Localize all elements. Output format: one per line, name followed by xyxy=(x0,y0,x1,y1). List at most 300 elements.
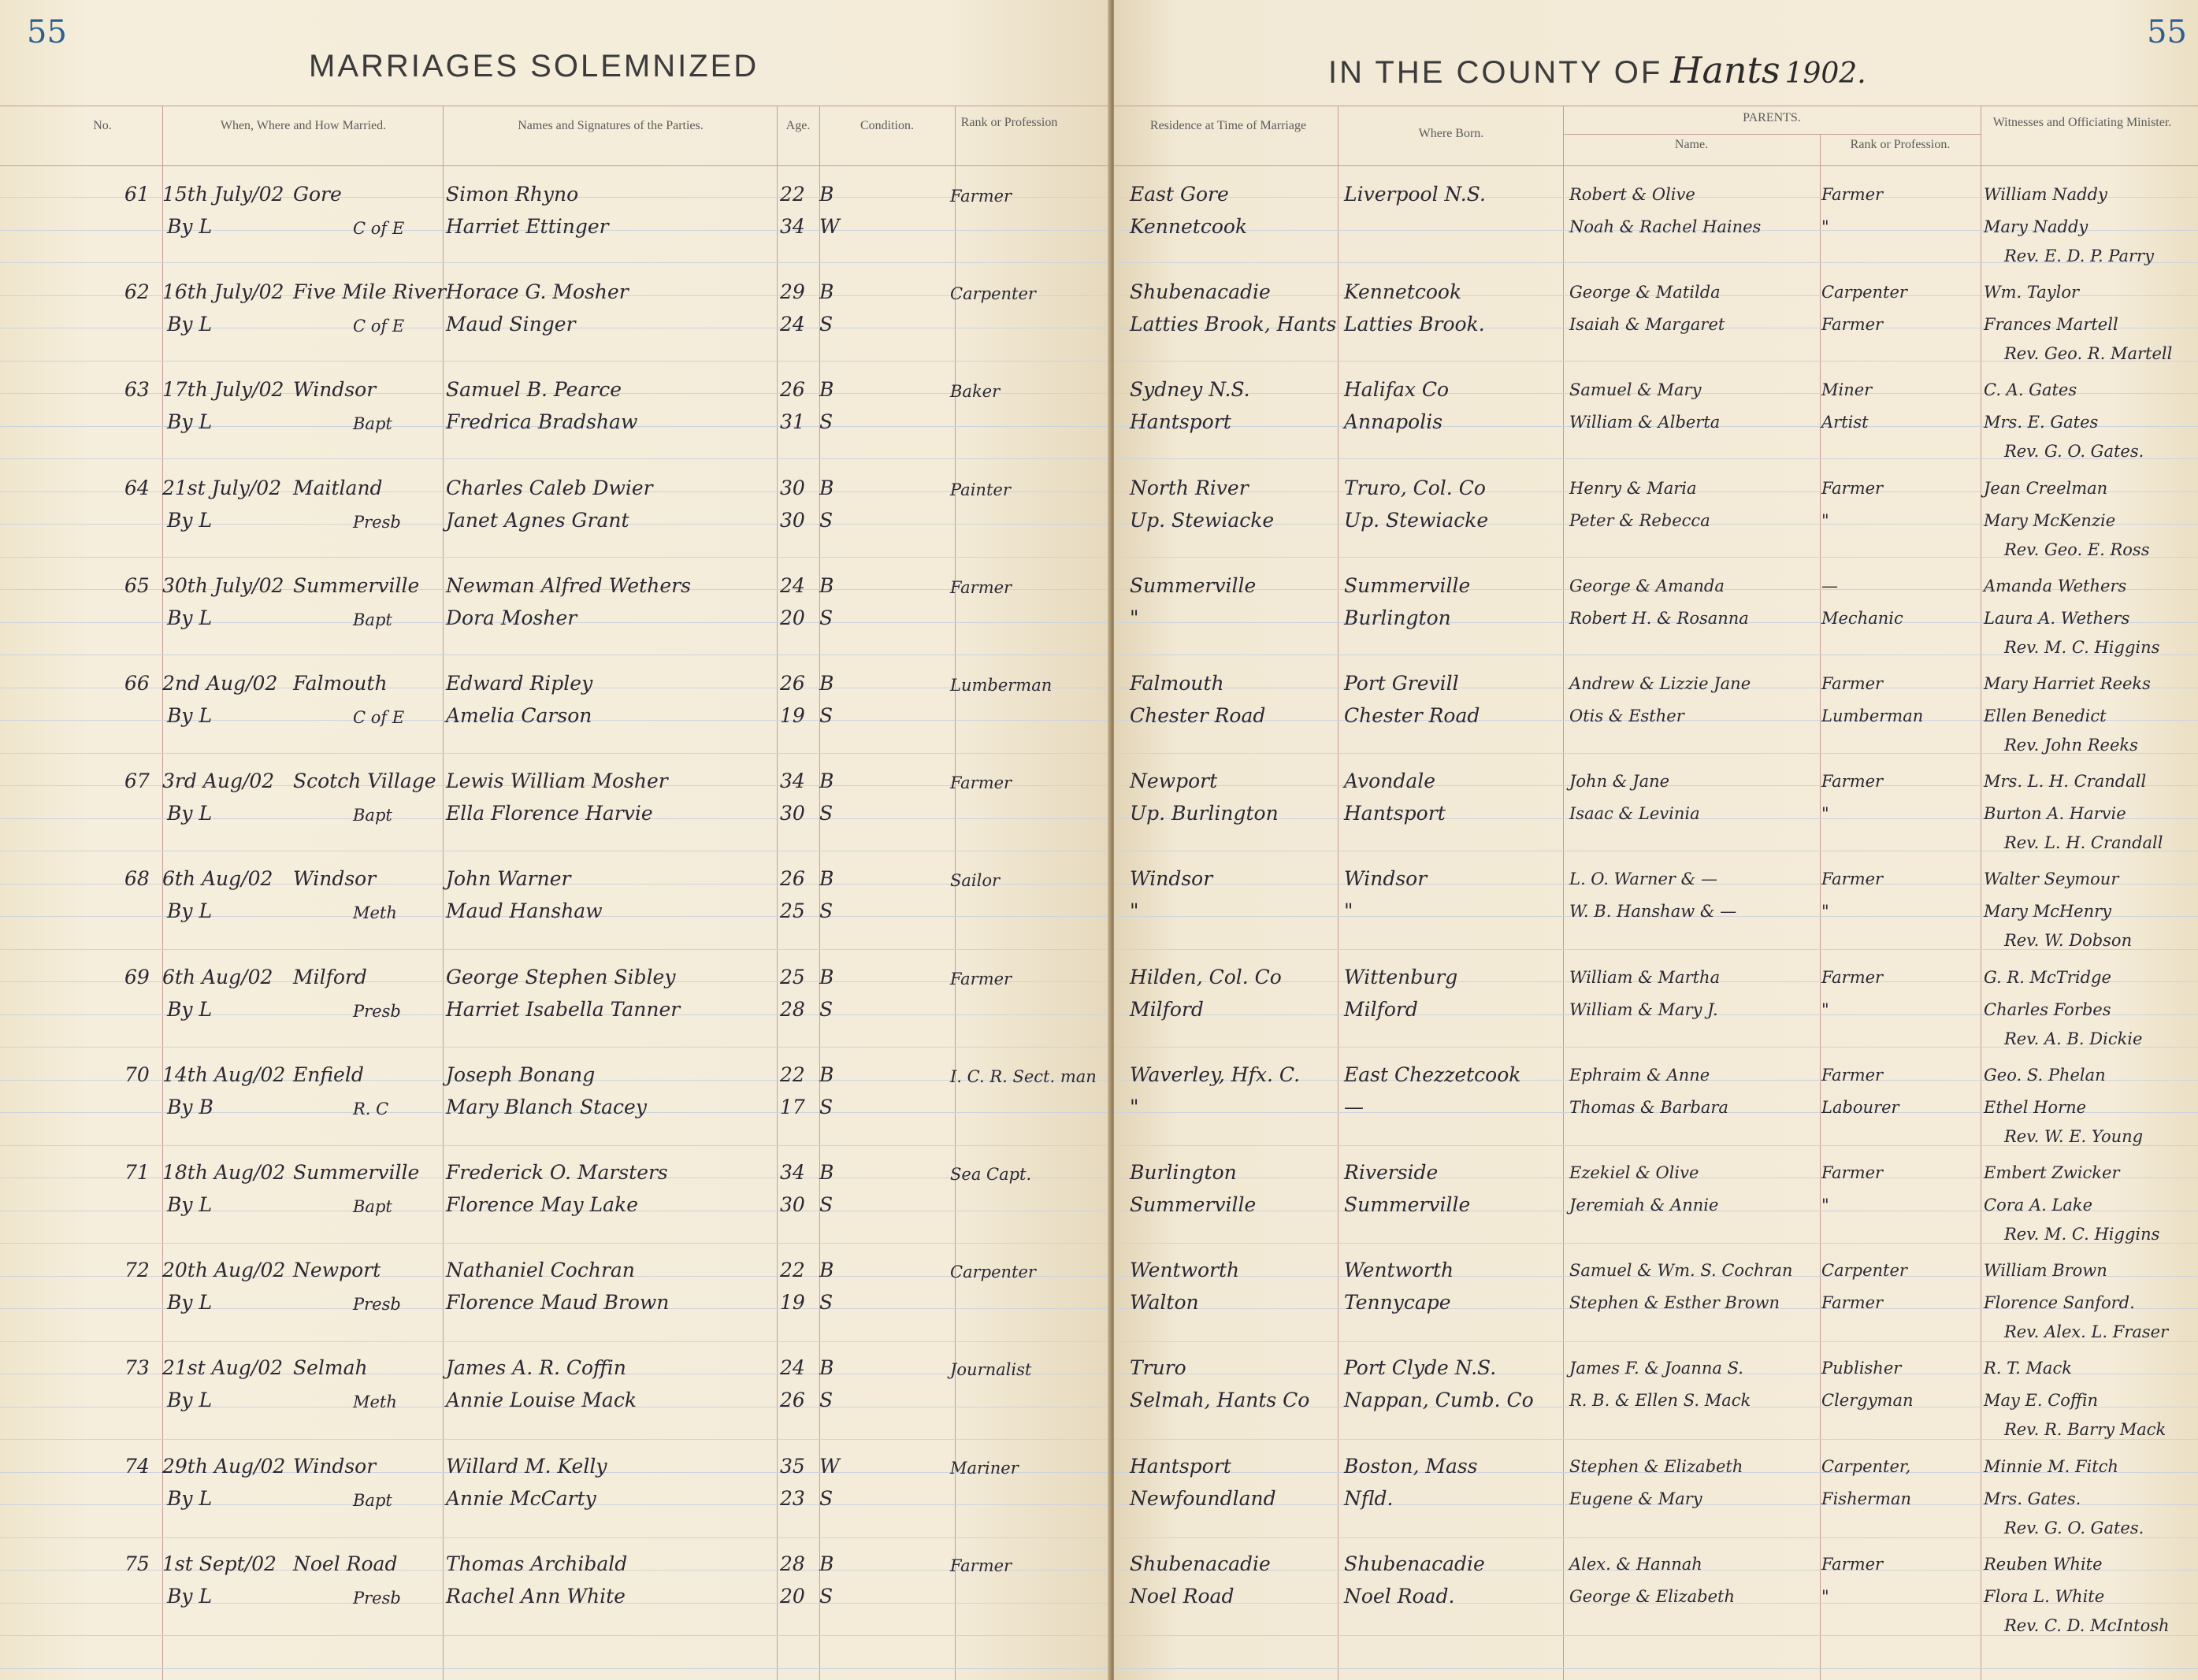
right-page xyxy=(1114,0,2198,1680)
bride-age: 30 xyxy=(780,1193,805,1216)
witness-one: R. T. Mack xyxy=(1984,1359,2072,1378)
officiating-minister: Rev. M. C. Higgins xyxy=(2004,637,2160,657)
bride-parents: William & Alberta xyxy=(1569,413,1721,432)
bride-parents: Peter & Rebecca xyxy=(1569,510,1710,530)
witness-one: G. R. McTridge xyxy=(1984,967,2111,987)
bride-name: Rachel Ann White xyxy=(446,1584,626,1608)
marriage-date: 2nd Aug/02 xyxy=(162,672,278,695)
witness-two: Frances Martell xyxy=(1984,315,2118,335)
ruled-line xyxy=(0,753,1111,754)
officiating-minister: Rev. John Reeks xyxy=(2004,736,2138,755)
bride-birthplace: Noel Road. xyxy=(1344,1584,1455,1608)
groom-parents-rank: Farmer xyxy=(1821,772,1884,792)
denomination: Presb xyxy=(353,1295,401,1315)
marriage-method: By L xyxy=(167,1193,213,1216)
groom-name: Samuel B. Pearce xyxy=(446,378,622,402)
officiating-minister: Rev. L. H. Crandall xyxy=(2004,833,2163,853)
marriage-method: By L xyxy=(167,606,213,629)
groom-birthplace: Shubenacadie xyxy=(1344,1552,1485,1575)
record-number: 75 xyxy=(124,1552,150,1575)
marriage-date: 15th July/02 xyxy=(162,183,284,206)
groom-birthplace: Liverpool N.S. xyxy=(1344,183,1486,206)
bride-parents-rank: " xyxy=(1821,217,1829,236)
groom-condition: B xyxy=(819,1356,834,1380)
witness-two: Mary McHenry xyxy=(1984,902,2112,922)
groom-rank: Sailor xyxy=(950,871,1001,891)
denomination: Bapt xyxy=(353,806,392,825)
groom-birthplace: Riverside xyxy=(1344,1161,1439,1184)
col-parents-name: Name. xyxy=(1674,138,1709,151)
groom-age: 34 xyxy=(780,770,805,793)
col-rank: Rank or Profession xyxy=(960,116,1058,129)
officiating-minister: Rev. A. B. Dickie xyxy=(2004,1029,2143,1048)
bride-parents-rank: " xyxy=(1821,1196,1829,1215)
groom-name: James A. R. Coffin xyxy=(446,1356,626,1380)
groom-residence: Wentworth xyxy=(1130,1259,1240,1282)
witness-two: Charles Forbes xyxy=(1984,999,2111,1019)
bride-parents-rank: Clergyman xyxy=(1821,1391,1914,1411)
groom-parents: Henry & Maria xyxy=(1569,478,1697,498)
witness-one: Amanda Wethers xyxy=(1984,576,2127,595)
groom-name: Thomas Archibald xyxy=(446,1552,628,1575)
witness-two: Mrs. Gates. xyxy=(1984,1489,2081,1508)
groom-birthplace: East Chezzetcook xyxy=(1344,1063,1521,1086)
bride-residence: Selmah, Hants Co xyxy=(1130,1389,1310,1412)
witness-one: Mrs. L. H. Crandall xyxy=(1984,772,2147,792)
col-parents-rank: Rank or Profession. xyxy=(1850,138,1951,151)
groom-condition: B xyxy=(819,573,834,597)
groom-age: 26 xyxy=(780,867,805,891)
denomination: Meth xyxy=(353,903,397,923)
witness-two: Florence Sanford. xyxy=(1984,1293,2135,1313)
witness-two: Mary Naddy xyxy=(1984,217,2088,236)
denomination: Bapt xyxy=(353,1197,392,1216)
groom-rank: Farmer xyxy=(950,773,1012,793)
witness-two: Flora L. White xyxy=(1984,1586,2105,1606)
groom-name: John Warner xyxy=(446,867,571,891)
officiating-minister: Rev. Alex. L. Fraser xyxy=(2004,1322,2169,1342)
groom-birthplace: Windsor xyxy=(1344,867,1428,891)
witness-two: Ellen Benedict xyxy=(1984,706,2107,725)
groom-rank: Baker xyxy=(950,382,1001,402)
witness-one: Walter Seymour xyxy=(1984,870,2119,889)
record-number: 73 xyxy=(124,1356,150,1380)
ruled-line xyxy=(0,1668,1111,1669)
county-name: Hants xyxy=(1670,49,1780,91)
bride-residence: Milford xyxy=(1130,997,1204,1021)
bride-age: 26 xyxy=(780,1389,805,1412)
officiating-minister: Rev. Geo. E. Ross xyxy=(2004,540,2150,559)
bride-parents: Noah & Rachel Haines xyxy=(1569,217,1762,236)
witness-two: Cora A. Lake xyxy=(1984,1196,2093,1215)
groom-condition: B xyxy=(819,183,834,206)
marriage-method: By L xyxy=(167,1389,213,1412)
denomination: Meth xyxy=(353,1393,397,1412)
groom-birthplace: Truro, Col. Co xyxy=(1344,476,1486,499)
marriage-date: 20th Aug/02 xyxy=(162,1259,286,1282)
bride-parents-rank: " xyxy=(1821,999,1829,1019)
marriage-method: By L xyxy=(167,215,213,238)
marriage-place: Scotch Village xyxy=(293,770,436,793)
groom-birthplace: Wentworth xyxy=(1344,1259,1454,1282)
groom-parents-rank: Carpenter xyxy=(1821,1261,1907,1281)
groom-parents-rank: Carpenter xyxy=(1821,283,1907,302)
bride-name: Mary Blanch Stacey xyxy=(446,1095,647,1118)
bride-parents: Jeremiah & Annie xyxy=(1569,1196,1719,1215)
marriage-place: Milford xyxy=(293,965,367,988)
bride-age: 19 xyxy=(780,1291,805,1315)
marriage-method: By L xyxy=(167,313,213,336)
bride-age: 20 xyxy=(780,606,805,629)
bride-age: 34 xyxy=(780,215,805,238)
col-residence: Residence at Time of Marriage xyxy=(1149,119,1307,132)
marriage-place: Five Mile River xyxy=(293,280,447,304)
marriage-date: 21st July/02 xyxy=(162,476,282,499)
groom-birthplace: Summerville xyxy=(1344,573,1471,597)
bride-condition: W xyxy=(819,215,840,238)
groom-rank: Lumberman xyxy=(950,676,1053,695)
witness-one: Embert Zwicker xyxy=(1984,1163,2120,1182)
bride-birthplace: Nfld. xyxy=(1344,1486,1394,1510)
bride-condition: S xyxy=(819,704,834,727)
ruled-line xyxy=(0,1635,1111,1636)
marriage-date: 21st Aug/02 xyxy=(162,1356,284,1380)
marriage-place: Newport xyxy=(293,1259,381,1282)
marriage-date: 18th Aug/02 xyxy=(162,1161,286,1184)
groom-birthplace: Wittenburg xyxy=(1344,965,1458,988)
ruled-line xyxy=(0,361,1111,362)
bride-parents-rank: " xyxy=(1821,1586,1829,1606)
bride-condition: S xyxy=(819,1193,834,1216)
officiating-minister: Rev. E. D. P. Parry xyxy=(2004,247,2154,265)
year: 1902. xyxy=(1784,57,1866,90)
bride-parents: W. B. Hanshaw & — xyxy=(1569,902,1737,922)
marriage-date: 14th Aug/02 xyxy=(162,1063,286,1086)
bride-parents-rank: Mechanic xyxy=(1821,608,1903,628)
groom-rank: Sea Capt. xyxy=(950,1165,1032,1184)
groom-condition: B xyxy=(819,378,834,402)
marriage-date: 30th July/02 xyxy=(162,573,284,597)
record-number: 62 xyxy=(124,280,150,304)
marriage-place: Enfield xyxy=(293,1063,364,1086)
bride-birthplace: " xyxy=(1344,899,1353,923)
record-number: 68 xyxy=(124,867,150,891)
record-number: 71 xyxy=(124,1161,150,1184)
witness-one: William Brown xyxy=(1984,1261,2107,1281)
officiating-minister: Rev. R. Barry Mack xyxy=(2004,1420,2166,1440)
bride-age: 25 xyxy=(780,899,805,923)
marriage-place: Selmah xyxy=(293,1356,368,1380)
bride-condition: S xyxy=(819,1095,834,1118)
officiating-minister: Rev. G. O. Gates. xyxy=(2004,1518,2144,1537)
witness-two: Mary McKenzie xyxy=(1984,510,2116,530)
bride-condition: S xyxy=(819,899,834,923)
bride-condition: S xyxy=(819,1584,834,1608)
bride-age: 23 xyxy=(780,1486,805,1510)
groom-rank: Farmer xyxy=(950,969,1012,988)
groom-age: 25 xyxy=(780,965,805,988)
bride-parents-rank: Farmer xyxy=(1821,315,1884,335)
groom-age: 34 xyxy=(780,1161,805,1184)
record-number: 70 xyxy=(124,1063,150,1086)
bride-birthplace: Summerville xyxy=(1344,1193,1471,1216)
marriage-date: 1st Sept/02 xyxy=(162,1552,277,1575)
groom-parents: L. O. Warner & — xyxy=(1569,870,1717,889)
bride-condition: S xyxy=(819,997,834,1021)
bride-name: Janet Agnes Grant xyxy=(446,508,629,532)
groom-parents: Robert & Olive xyxy=(1569,185,1695,204)
groom-residence: East Gore xyxy=(1130,183,1229,206)
witness-one: Minnie M. Fitch xyxy=(1984,1456,2118,1476)
groom-birthplace: Avondale xyxy=(1344,770,1436,793)
bride-age: 28 xyxy=(780,997,805,1021)
groom-parents-rank: Farmer xyxy=(1821,1554,1884,1574)
witness-two: Burton A. Harvie xyxy=(1984,804,2126,824)
record-number: 72 xyxy=(124,1259,150,1282)
record-number: 61 xyxy=(124,183,150,206)
bride-residence: Hantsport xyxy=(1130,410,1231,434)
marriage-method: By L xyxy=(167,997,213,1021)
record-number: 67 xyxy=(124,770,150,793)
groom-residence: Hilden, Col. Co xyxy=(1130,965,1282,988)
marriage-place: Windsor xyxy=(293,1454,377,1478)
denomination: Bapt xyxy=(353,414,392,434)
record-number: 74 xyxy=(124,1454,150,1478)
groom-age: 35 xyxy=(780,1454,805,1478)
marriage-date: 16th July/02 xyxy=(162,280,284,304)
bride-birthplace: — xyxy=(1344,1095,1364,1118)
col-condition: Condition. xyxy=(860,119,914,132)
bride-name: Maud Singer xyxy=(446,313,576,336)
officiating-minister: Rev. G. O. Gates. xyxy=(2004,442,2144,462)
groom-name: Nathaniel Cochran xyxy=(446,1259,635,1282)
groom-birthplace: Port Clyde N.S. xyxy=(1344,1356,1497,1380)
marriage-place: Summerville xyxy=(293,1161,420,1184)
groom-parents-rank: Farmer xyxy=(1821,674,1884,693)
bride-parents-rank: Artist xyxy=(1821,413,1869,432)
title-right: IN THE COUNTY OF Hants 1902. xyxy=(1328,49,1866,91)
witness-one: William Naddy xyxy=(1984,185,2107,204)
col-born: Where Born. xyxy=(1418,127,1484,140)
bride-birthplace: Chester Road xyxy=(1344,704,1480,727)
bride-residence: Up. Burlington xyxy=(1130,802,1279,825)
bride-birthplace: Annapolis xyxy=(1344,410,1443,434)
marriage-method: By L xyxy=(167,410,213,434)
bride-residence: Noel Road xyxy=(1130,1584,1235,1608)
officiating-minister: Rev. M. C. Higgins xyxy=(2004,1225,2160,1244)
groom-name: Simon Rhyno xyxy=(446,183,579,206)
bride-parents: Otis & Esther xyxy=(1569,706,1684,725)
marriage-method: By B xyxy=(167,1095,213,1118)
ruled-line xyxy=(0,1439,1111,1440)
groom-age: 29 xyxy=(780,280,805,304)
groom-residence: Summerville xyxy=(1130,573,1257,597)
bride-name: Fredrica Bradshaw xyxy=(446,410,638,434)
groom-parents: Ezekiel & Olive xyxy=(1569,1163,1699,1182)
bride-residence: Kennetcook xyxy=(1130,215,1248,238)
bride-age: 30 xyxy=(780,802,805,825)
ruled-line xyxy=(0,458,1111,459)
bride-name: Ella Florence Harvie xyxy=(446,802,653,825)
bride-name: Amelia Carson xyxy=(446,704,592,727)
bride-parents-rank: Fisherman xyxy=(1821,1489,1912,1508)
ruled-line xyxy=(1114,1668,2198,1669)
witness-two: Mrs. E. Gates xyxy=(1984,413,2099,432)
bride-residence: " xyxy=(1130,606,1139,629)
groom-residence: Sydney N.S. xyxy=(1130,378,1250,402)
marriage-method: By L xyxy=(167,508,213,532)
bride-parents-rank: " xyxy=(1821,510,1829,530)
bride-name: Harriet Isabella Tanner xyxy=(446,997,681,1021)
groom-age: 26 xyxy=(780,672,805,695)
groom-parents-rank: Farmer xyxy=(1821,1163,1884,1182)
marriage-place: Windsor xyxy=(293,867,377,891)
bride-parents-rank: " xyxy=(1821,804,1829,824)
groom-parents: Alex. & Hannah xyxy=(1569,1554,1702,1574)
groom-condition: B xyxy=(819,672,834,695)
ruled-line xyxy=(0,557,1111,558)
marriage-place: Maitland xyxy=(293,476,383,499)
groom-condition: B xyxy=(819,1552,834,1575)
ruled-line xyxy=(0,1341,1111,1342)
groom-condition: B xyxy=(819,1259,834,1282)
bride-condition: S xyxy=(819,802,834,825)
bride-parents-rank: Farmer xyxy=(1821,1293,1884,1313)
marriage-place: Falmouth xyxy=(293,672,388,695)
bride-birthplace: Milford xyxy=(1344,997,1418,1021)
ruled-line xyxy=(0,1243,1111,1244)
bride-condition: S xyxy=(819,508,834,532)
ruled-line xyxy=(0,1047,1111,1048)
groom-age: 22 xyxy=(780,1259,805,1282)
groom-parents: George & Amanda xyxy=(1569,576,1725,595)
groom-rank: Journalist xyxy=(950,1360,1032,1380)
denomination: R. C xyxy=(353,1099,389,1118)
groom-name: Willard M. Kelly xyxy=(446,1454,607,1478)
bride-age: 19 xyxy=(780,704,805,727)
bride-parents: R. B. & Ellen S. Mack xyxy=(1569,1391,1751,1411)
marriage-date: 3rd Aug/02 xyxy=(162,770,275,793)
bride-name: Harriet Ettinger xyxy=(446,215,609,238)
witness-one: Mary Harriet Reeks xyxy=(1984,674,2151,693)
witness-two: Laura A. Wethers xyxy=(1984,608,2130,628)
groom-rank: Farmer xyxy=(950,577,1012,597)
groom-parents-rank: Carpenter, xyxy=(1821,1456,1911,1476)
marriage-method: By L xyxy=(167,1291,213,1315)
bride-age: 17 xyxy=(780,1095,805,1118)
bride-residence: Walton xyxy=(1130,1291,1199,1315)
groom-birthplace: Kennetcook xyxy=(1344,280,1462,304)
bride-age: 30 xyxy=(780,508,805,532)
marriage-place: Summerville xyxy=(293,573,420,597)
bride-condition: S xyxy=(819,410,834,434)
groom-residence: Shubenacadie xyxy=(1130,280,1271,304)
groom-rank: Carpenter xyxy=(950,1263,1036,1282)
bride-condition: S xyxy=(819,1291,834,1315)
ruled-line xyxy=(0,1145,1111,1146)
groom-residence: Falmouth xyxy=(1130,672,1224,695)
witness-two: Ethel Horne xyxy=(1984,1097,2087,1117)
marriage-place: Noel Road xyxy=(293,1552,398,1575)
groom-parents: William & Martha xyxy=(1569,967,1721,987)
record-number: 64 xyxy=(124,476,150,499)
groom-age: 22 xyxy=(780,1063,805,1086)
witness-one: C. A. Gates xyxy=(1984,380,2077,400)
ruled-line xyxy=(0,1537,1111,1538)
groom-birthplace: Port Grevill xyxy=(1344,672,1459,695)
bride-parents: Isaac & Levinia xyxy=(1569,804,1700,824)
bride-residence: " xyxy=(1130,1095,1139,1118)
groom-residence: Newport xyxy=(1130,770,1218,793)
col-parents: PARENTS. xyxy=(1743,111,1801,124)
groom-name: Joseph Bonang xyxy=(446,1063,596,1086)
marriage-method: By L xyxy=(167,1486,213,1510)
marriage-date: 17th July/02 xyxy=(162,378,284,402)
groom-parents-rank: Farmer xyxy=(1821,185,1884,204)
bride-birthplace: Up. Stewiacke xyxy=(1344,508,1489,532)
officiating-minister: Rev. W. E. Young xyxy=(2004,1126,2144,1146)
bride-age: 24 xyxy=(780,313,805,336)
groom-parents-rank: Publisher xyxy=(1821,1359,1902,1378)
groom-condition: B xyxy=(819,1161,834,1184)
groom-birthplace: Boston, Mass xyxy=(1344,1454,1478,1478)
bride-birthplace: Tennycape xyxy=(1344,1291,1451,1315)
marriage-method: By L xyxy=(167,1584,213,1608)
col-age: Age. xyxy=(785,119,811,132)
denomination: C of E xyxy=(353,317,405,336)
witness-two: May E. Coffin xyxy=(1984,1391,2099,1411)
bride-residence: Summerville xyxy=(1130,1193,1257,1216)
groom-condition: B xyxy=(819,1063,834,1086)
record-number: 63 xyxy=(124,378,150,402)
groom-residence: North River xyxy=(1130,476,1249,499)
groom-name: Horace G. Mosher xyxy=(446,280,629,304)
groom-condition: B xyxy=(819,770,834,793)
groom-rank: I. C. R. Sect. man xyxy=(950,1066,1097,1086)
bride-name: Annie McCarty xyxy=(446,1486,596,1510)
record-number: 69 xyxy=(124,965,150,988)
groom-rank: Farmer xyxy=(950,187,1012,206)
bride-parents: Stephen & Esther Brown xyxy=(1569,1293,1780,1313)
denomination: C of E xyxy=(353,708,405,727)
bride-parents: George & Elizabeth xyxy=(1569,1586,1735,1606)
bride-condition: S xyxy=(819,606,834,629)
page-number-right: 55 xyxy=(2147,14,2187,50)
bride-parents-rank: Lumberman xyxy=(1821,706,1924,725)
bride-name: Maud Hanshaw xyxy=(446,899,603,923)
bride-birthplace: Nappan, Cumb. Co xyxy=(1344,1389,1534,1412)
denomination: Presb xyxy=(353,512,401,532)
groom-condition: W xyxy=(819,1454,840,1478)
groom-rank: Painter xyxy=(950,480,1011,499)
bride-name: Florence Maud Brown xyxy=(446,1291,670,1315)
groom-age: 22 xyxy=(780,183,805,206)
denomination: Presb xyxy=(353,1588,401,1608)
groom-condition: B xyxy=(819,280,834,304)
marriage-date: 6th Aug/02 xyxy=(162,965,273,988)
groom-residence: Waverley, Hfx. C. xyxy=(1130,1063,1301,1086)
record-number: 65 xyxy=(124,573,150,597)
bride-age: 20 xyxy=(780,1584,805,1608)
groom-parents-rank: Miner xyxy=(1821,380,1873,400)
groom-parents: John & Jane xyxy=(1569,772,1670,792)
bride-residence: Chester Road xyxy=(1130,704,1266,727)
groom-parents: Andrew & Lizzie Jane xyxy=(1569,674,1751,693)
col-no: No. xyxy=(93,119,112,132)
col-when: When, Where and How Married. xyxy=(220,119,387,132)
witness-one: Jean Creelman xyxy=(1984,478,2108,498)
denomination: Presb xyxy=(353,1001,401,1021)
